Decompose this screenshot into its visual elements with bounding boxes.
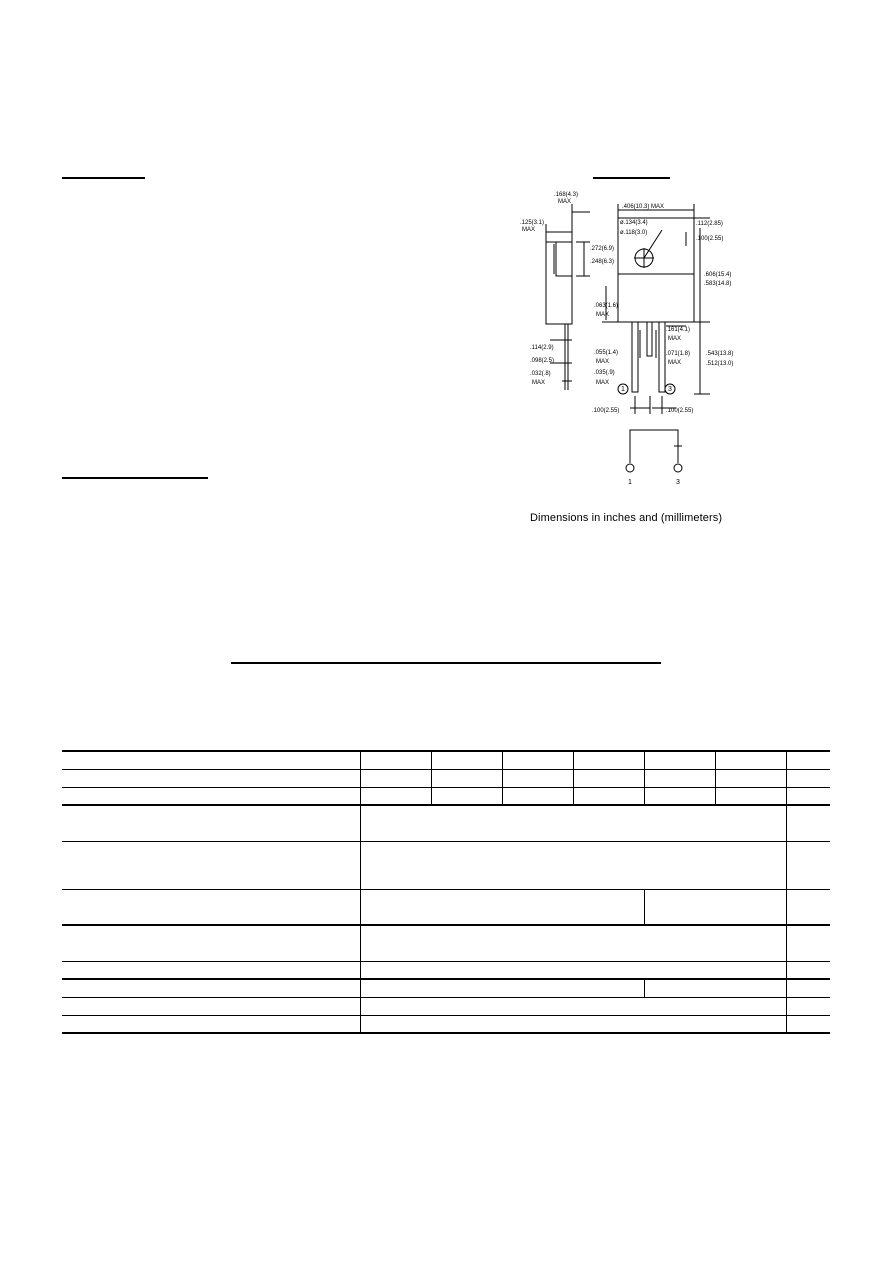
dim-label: MAX bbox=[522, 227, 536, 233]
lead-2 bbox=[647, 322, 652, 356]
table-row bbox=[62, 979, 830, 997]
lead-1 bbox=[632, 322, 638, 392]
table-row bbox=[62, 805, 830, 841]
ratings-table bbox=[62, 750, 830, 1034]
dim-label: .055(1.4) bbox=[594, 350, 619, 356]
dim-label: .112(2.85) bbox=[696, 221, 723, 227]
table-row bbox=[62, 961, 830, 979]
table-row bbox=[62, 997, 830, 1015]
dim-label: MAX bbox=[596, 380, 610, 386]
pin-marker: 3 bbox=[668, 386, 672, 393]
dim-label: .100(2.55) bbox=[592, 408, 620, 414]
schematic-line bbox=[630, 430, 678, 463]
dim-label: MAX bbox=[668, 360, 682, 366]
table-row bbox=[62, 769, 830, 787]
dim-label: .100(2.55) bbox=[696, 236, 724, 242]
table-row bbox=[62, 889, 830, 925]
pin-marker: 1 bbox=[621, 386, 625, 393]
dim-label: MAX bbox=[558, 199, 572, 205]
dim-label: .543(13.8) bbox=[706, 351, 734, 357]
dim-label: .035(.9) bbox=[594, 370, 615, 376]
pin-label: 3 bbox=[676, 479, 680, 486]
table-row bbox=[62, 787, 830, 805]
dim-label: .248(6.3) bbox=[590, 259, 615, 265]
lead-3 bbox=[659, 322, 665, 392]
table-row bbox=[62, 841, 830, 889]
package-outline-drawing bbox=[510, 168, 770, 538]
side-view-tab bbox=[556, 242, 572, 276]
dim-label: .063(1.6) bbox=[594, 303, 619, 309]
dim-label: MAX bbox=[596, 359, 610, 365]
dim-label: .406(10.3) MAX bbox=[622, 204, 665, 210]
dim-label: MAX bbox=[596, 312, 610, 318]
dim-label: .098(2.5) bbox=[530, 358, 555, 364]
section-heading-rule-1 bbox=[62, 177, 145, 179]
dim-label: .583(14.8) bbox=[704, 281, 732, 287]
side-view-body bbox=[546, 242, 572, 324]
dim-label: MAX bbox=[532, 380, 546, 386]
dim-label: .168(4.3) bbox=[554, 192, 579, 198]
diagram-caption: Dimensions in inches and (millimeters) bbox=[530, 512, 723, 524]
table-row bbox=[62, 751, 830, 769]
dim-label: .071(1.8) bbox=[666, 351, 691, 357]
dim-label: .032(.8) bbox=[530, 371, 551, 377]
dim-label: ø.118(3.0) bbox=[620, 230, 648, 236]
table-title-rule bbox=[231, 662, 661, 664]
dim-label: .125(3.1) bbox=[520, 220, 545, 226]
dim-label: .272(6.9) bbox=[590, 246, 615, 252]
dim-label: .114(2.9) bbox=[530, 345, 554, 351]
dim-label: MAX bbox=[668, 336, 682, 342]
pin-label: 1 bbox=[628, 479, 632, 486]
dim-label: .606(15.4) bbox=[704, 272, 732, 278]
section-heading-rule-3 bbox=[62, 477, 208, 479]
dim-label: .161(4.1) bbox=[666, 327, 691, 333]
table-row bbox=[62, 925, 830, 961]
table-row bbox=[62, 1015, 830, 1033]
schematic-pin-1 bbox=[626, 464, 634, 472]
dim-label: .100(2.55) bbox=[666, 408, 694, 414]
dim-label: ø.134(3.4) bbox=[620, 220, 648, 226]
dim-label: .512(13.0) bbox=[706, 361, 734, 367]
schematic-pin-3 bbox=[674, 464, 682, 472]
